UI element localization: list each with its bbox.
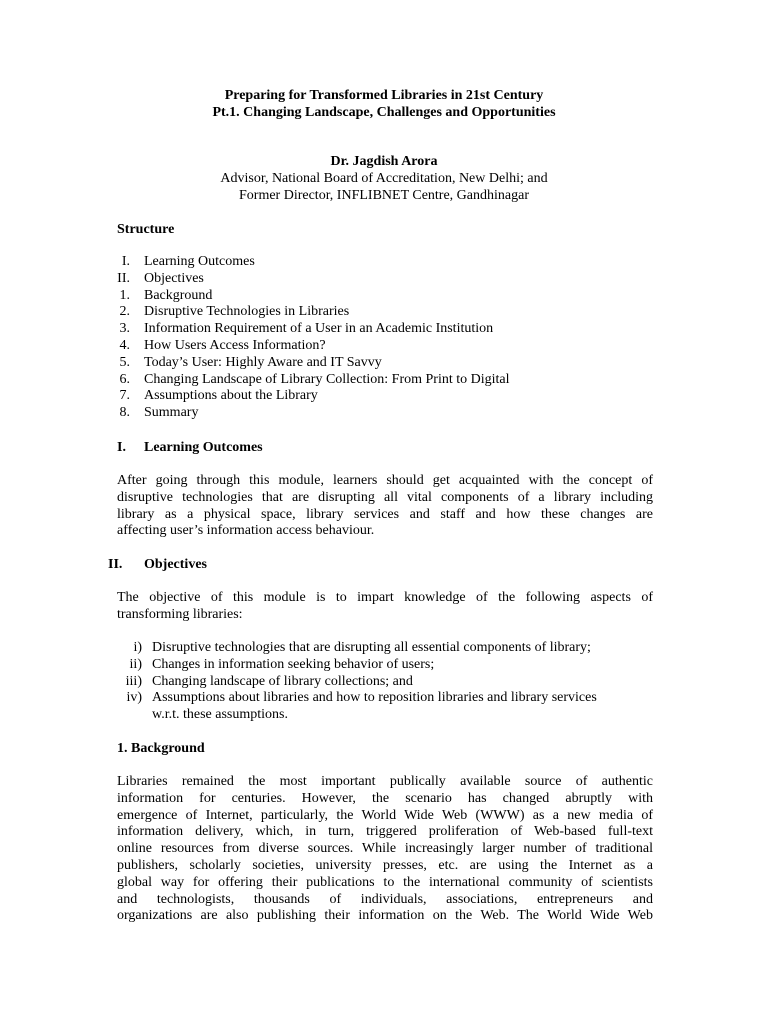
list-item: iv) Assumptions about libraries and how to reposition libraries and library services w.r.t. these assumptions.: [126, 690, 597, 723]
objectives-paragraph: The objective of this module is to impart knowledge of the following aspects of transforming libraries:: [117, 590, 653, 622]
list-item: 1. Background: [119, 287, 213, 303]
title-line-1: Preparing for Transformed Libraries in 21st Century: [224, 88, 544, 103]
list-item: I. Learning Outcomes: [121, 254, 255, 269]
background-heading: 1. Background: [117, 741, 205, 756]
list-item: 2. Disruptive Technologies in Libraries: [119, 304, 350, 320]
list-item: 3. Information Requirement of a User in an Academic Institution: [119, 321, 494, 337]
list-item: 4. How Users Access Information?: [119, 337, 326, 353]
learning-outcomes-paragraph: After going through this module, learners should get acquainted with the concept of disruptive technologies that are disrupting all vital components of a library including library as a physical space, library services and staff and how these changes are affecting user’s information access behaviour.: [117, 473, 653, 539]
list-item: 6. Changing Landscape of Library Collection: From Print to Digital: [119, 371, 510, 387]
learning-outcomes-number: I.: [117, 440, 126, 455]
structure-heading: Structure: [117, 222, 175, 237]
author-affiliation-1: Advisor, National Board of Accreditation, New Delhi; and: [220, 170, 548, 186]
list-item: II. Objectives: [117, 270, 204, 286]
learning-outcomes-heading: Learning Outcomes: [144, 440, 263, 455]
objectives-heading: Objectives: [144, 557, 207, 572]
list-item: iii) Changing landscape of library collections; and: [125, 673, 413, 689]
list-item: 8. Summary: [119, 405, 199, 421]
list-item: 7. Assumptions about the Library: [119, 388, 318, 404]
document-title: [0, 88, 768, 122]
list-item: ii) Changes in information seeking behavior of users;: [129, 656, 435, 672]
author-block: [0, 154, 768, 204]
objectives-number: II.: [108, 557, 123, 572]
author-affiliation-2: Former Director, INFLIBNET Centre, Gandhinagar: [239, 187, 529, 203]
structure-list: [90, 254, 690, 422]
background-paragraph: Libraries remained the most important publically available source of authentic information for centuries. However, the scenario has changed abruptly with emergence of Internet, particularly, the World Wide Web (WWW) as a new media of information delivery, which, in turn, triggered proliferation of Web-based full-text online resources from diverse sources. While increasingly larger number of traditional publishers, scholarly societies, university presses, etc. are using the Internet as a global way for offering their publications to the international community of scientists and technologists, thousands of individuals, associations, entrepreneurs and organizations are also publishing their information on the Web. The World Wide Web: [117, 774, 653, 924]
list-item: i) Disruptive technologies that are disrupting all essential components of library;: [133, 640, 591, 655]
objectives-list: [100, 640, 660, 724]
author-name: Dr. Jagdish Arora: [330, 154, 438, 169]
list-item: 5. Today’s User: Highly Aware and IT Savvy: [119, 354, 382, 370]
title-line-2: Pt.1. Changing Landscape, Challenges and Opportunities: [212, 104, 556, 120]
